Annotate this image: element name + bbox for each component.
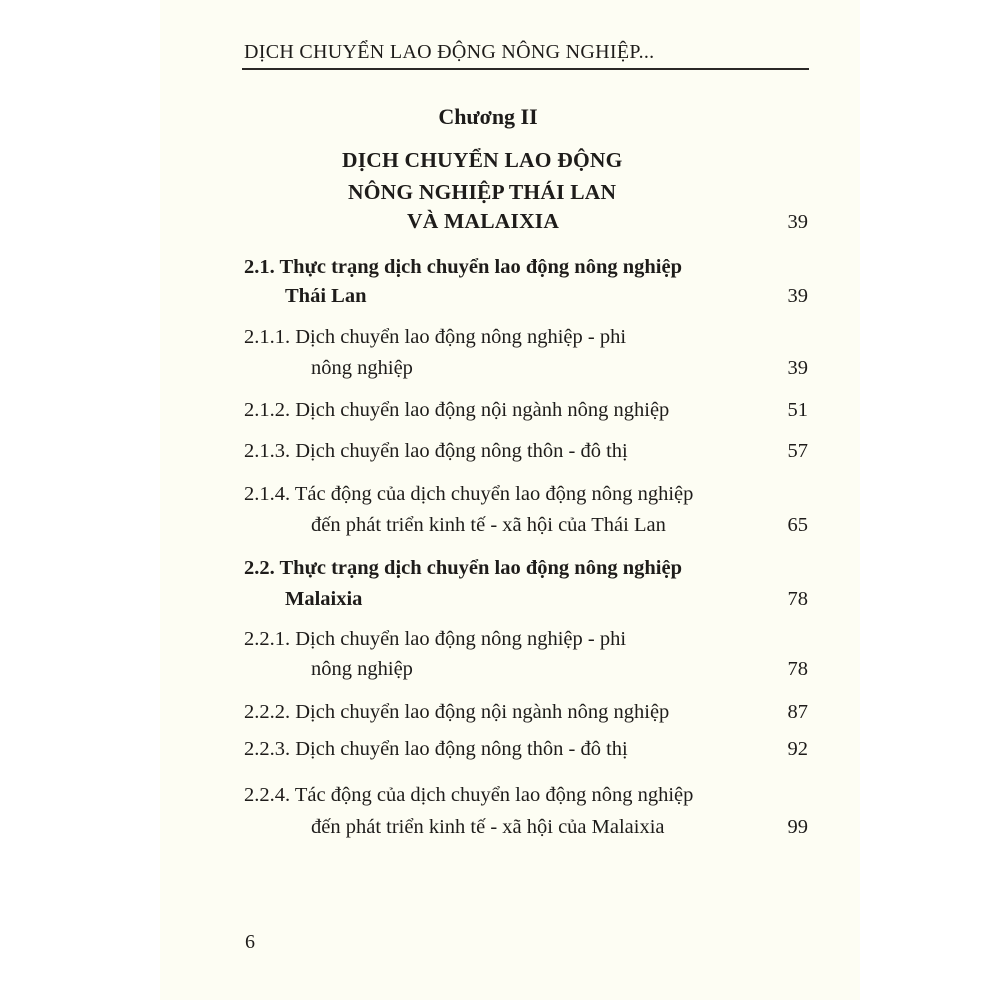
toc-entry-2-1-2-page: 51 xyxy=(787,399,808,421)
section-2-1-title-line-1: 2.1. Thực trạng dịch chuyển lao động nông nghiệp xyxy=(244,256,682,278)
toc-entry-2-2-1-line-1: 2.2.1. Dịch chuyển lao động nông nghiệp - phi xyxy=(244,628,627,650)
toc-entry-2-2-3: 2.2.3. Dịch chuyển lao động nông thôn - đô thị xyxy=(244,738,628,760)
toc-entry-2-1-1-line-2: nông nghiệp xyxy=(311,357,413,379)
toc-entry-2-1-3-page: 57 xyxy=(787,440,808,462)
chapter-title-line-3: VÀ MALAIXIA xyxy=(407,209,560,233)
toc-entry-2-2-4-line-2: đến phát triển kinh tế - xã hội của Malaixia xyxy=(311,816,665,838)
toc-entry-2-1-4-line-1: 2.1.4. Tác động của dịch chuyển lao động nông nghiệp xyxy=(244,483,694,505)
page-number: 6 xyxy=(245,931,255,953)
section-2-2-page-number: 78 xyxy=(787,588,808,610)
running-head: DỊCH CHUYỂN LAO ĐỘNG NÔNG NGHIỆP... xyxy=(244,41,655,63)
toc-entry-2-2-1-line-2: nông nghiệp xyxy=(311,658,413,680)
toc-entry-2-1-1-page: 39 xyxy=(787,357,808,379)
toc-entry-2-2-3-page: 92 xyxy=(787,738,808,760)
chapter-label: Chương II xyxy=(438,104,538,129)
section-2-2-title-line-2: Malaixia xyxy=(285,588,363,610)
section-2-2-title-line-1: 2.2. Thực trạng dịch chuyển lao động nông nghiệp xyxy=(244,557,682,579)
toc-entry-2-1-4-line-2: đến phát triển kinh tế - xã hội của Thái Lan xyxy=(311,514,666,536)
toc-entry-2-2-2: 2.2.2. Dịch chuyển lao động nội ngành nông nghiệp xyxy=(244,701,670,723)
toc-entry-2-2-2-page: 87 xyxy=(787,701,808,723)
toc-entry-2-2-4-line-1: 2.2.4. Tác động của dịch chuyển lao động nông nghiệp xyxy=(244,784,694,806)
section-2-1-page-number: 39 xyxy=(787,285,808,307)
toc-entry-2-1-2: 2.1.2. Dịch chuyển lao động nội ngành nông nghiệp xyxy=(244,399,670,421)
header-rule xyxy=(242,68,809,70)
chapter-title-line-1: DỊCH CHUYỂN LAO ĐỘNG xyxy=(342,148,623,172)
toc-entry-2-1-3: 2.1.3. Dịch chuyển lao động nông thôn - đô thị xyxy=(244,440,628,462)
toc-entry-2-1-4-page: 65 xyxy=(787,514,808,536)
chapter-title-line-2: NÔNG NGHIỆP THÁI LAN xyxy=(348,180,617,204)
section-2-1-title-line-2: Thái Lan xyxy=(285,285,367,307)
toc-entry-2-1-1-line-1: 2.1.1. Dịch chuyển lao động nông nghiệp - phi xyxy=(244,326,627,348)
toc-entry-2-2-4-page: 99 xyxy=(787,816,808,838)
chapter-page-number: 39 xyxy=(787,211,808,233)
toc-entry-2-2-1-page: 78 xyxy=(787,658,808,680)
